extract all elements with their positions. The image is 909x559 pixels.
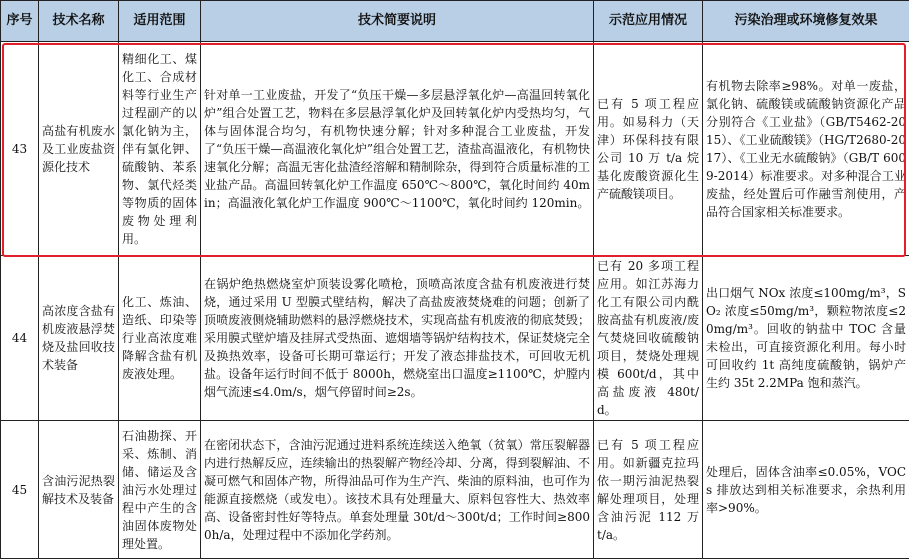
row-effect: 处理后，固体含油率≤0.05%，VOCs 排放达到相关标准要求，余热利用率>90%。 xyxy=(703,421,909,559)
header-name: 技术名称 xyxy=(39,1,119,42)
table-row xyxy=(1,256,909,421)
row-scope: 石油勘探、开采、炼制、消储、储运及含油污水处理过程中产生的含油固体废物处理处置。 xyxy=(119,421,201,559)
row-desc: 在锅炉绝热燃烧室炉顶装设雾化喷枪，顶喷高浓度含盐有机废液进行焚烧，通过采用 U 型膜式壁结构，解决了高盐废液焚烧难的问题；创新了顶喷废液侧烧辅助燃料的悬浮燃烧技术，实现高盐有机废液的彻底焚毁；采用膜式壁炉墙及挂屏式受热面、遮烟墙等锅炉结构技术，保证焚烧完全及换热效率，设备可长期可靠运行；开发了液态排盐技术，可回收无机盐。设备年运行时间不低于 8000h，燃烧室出口温度≥1100℃，炉膛内烟气流速≤4.0m/s，烟气停留时间≥2s。 xyxy=(201,256,594,421)
header-row xyxy=(1,1,909,42)
row-no: 43 xyxy=(1,42,39,256)
row-effect: 有机物去除率≥98%。对单一废盐，氯化钠、硫酸镁或硫酸钠资源化产品分别符合《工业盐》（GB/T5462-2015）、《工业硫酸镁》（HG/T2680-2017）、《工业无水硫酸钠》（GB/T 6009-2014）标准要求。对多种混合工业废盐，经处置后可作融雪剂使用，产品符合国家相关标准要求。 xyxy=(703,42,909,256)
header-effect: 污染治理或环境修复效果 xyxy=(703,1,909,42)
table-row xyxy=(1,42,909,256)
row-demo: 已有 5 项工程应用。如新疆克拉玛依一期污油泥热裂解处理项目，处理含油污泥 112 万 t/a。 xyxy=(594,421,703,559)
row-no: 44 xyxy=(1,256,39,421)
row-desc: 在密闭状态下，含油污泥通过进料系统连续送入绝氧（贫氧）常压裂解器内进行热解反应，连续输出的热裂解产物经冷却、分离，得到裂解油、不凝可燃气和固体产物，所得油品可作为生产汽、柴油的原料油，也可作为能源直接燃烧（或发电）。该技术具有处理量大、原料包容性大、热效率高、设备密封性好等特点。单套处理量 30t/d～300t/d；工作时间≥8000h/a，处理过程中不添加化学药剂。 xyxy=(201,421,594,559)
table-row xyxy=(1,421,909,559)
row-demo: 已有 20 多项工程应用。如江苏海力化工有限公司内酰胺高盐有机废液/废气焚烧回收硫酸钠项目，焚烧处理规模 600t/d，其中高盐废液 480t/d。 xyxy=(594,256,703,421)
row-effect: 出口烟气 NOx 浓度≤100mg/m³，SO₂ 浓度≤50mg/m³，颗粒物浓度≤20mg/m³。回收的钠盐中 TOC 含量未检出，可直接资源化利用。每小时可回收约 1t 高纯度硫酸钠，锅炉产生约 35t 2.2MPa 饱和蒸汽。 xyxy=(703,256,909,421)
header-demo: 示范应用情况 xyxy=(594,1,703,42)
header-scope: 适用范围 xyxy=(119,1,201,42)
header-no: 序号 xyxy=(1,1,39,42)
row-name: 含油污泥热裂解技术及装备 xyxy=(39,421,119,559)
header-desc: 技术简要说明 xyxy=(201,1,594,42)
row-demo: 已有 5 项工程应用。如易科力（天津）环保科技有限公司 10 万 t/a 烷基化废酸资源化生产硫酸镁项目。 xyxy=(594,42,703,256)
row-scope: 化工、炼油、造纸、印染等行业高浓度难降解含盐有机废液处理。 xyxy=(119,256,201,421)
row-desc: 针对单一工业废盐，开发了“负压干燥—多层悬浮氧化炉—高温回转氧化炉”组合处置工艺，物料在多层悬浮氧化炉及回转氧化炉内受热均匀，气体与固体混合均匀，有机物快速分解；针对多种混合工业废盐，开发了“负压干燥—高温液化氧化炉”组合处置工艺，渣盐高温液化，有机物快速氧化分解；高温无害化盐渣经溶解和精制除杂，得到符合质量标准的工业盐产品。高温回转氧化炉工作温度 650℃～800℃，氧化时间约 40min；高温液化氧化炉工作温度 900℃～1100℃，氧化时间约 120min。 xyxy=(201,42,594,256)
row-name: 高盐有机废水及工业废盐资源化技术 xyxy=(39,42,119,256)
row-scope: 精细化工、煤化工、合成材料等行业生产过程副产的以氯化钠为主，伴有氯化钾、硫酸钠、苯系物、氯代烃类等物质的固体废物处理利用。 xyxy=(119,42,201,256)
row-no: 45 xyxy=(1,421,39,559)
row-name: 高浓度含盐有机废液悬浮焚烧及盐回收技术装备 xyxy=(39,256,119,421)
